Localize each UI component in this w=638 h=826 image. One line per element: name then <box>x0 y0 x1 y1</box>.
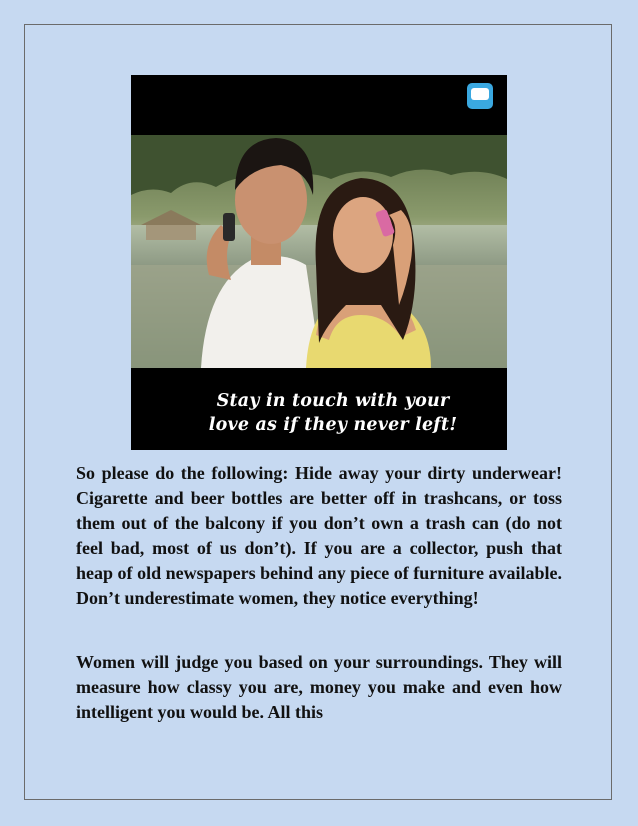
photo-caption-line1: Stay in touch with your <box>216 391 450 411</box>
photo-caption-line2: love as if they never left! <box>208 415 458 435</box>
couple-photo <box>131 75 507 450</box>
body-paragraph-1: So please do the following: Hide away your dirty underwear! Cigarette and beer bottles are better off in trashcans, or toss them out of the balcony if you don’t own a trash can (do not feel bad, most of us don’t). If you are a collector, push that heap of old newspapers behind any piece of furniture available. Don’t underestimate women, they notice everything! <box>76 463 562 608</box>
body-paragraph-2: Women will judge you based on your surroundings. They will measure how classy you are, money you make and even how intelligent you would be. All this <box>76 652 562 722</box>
